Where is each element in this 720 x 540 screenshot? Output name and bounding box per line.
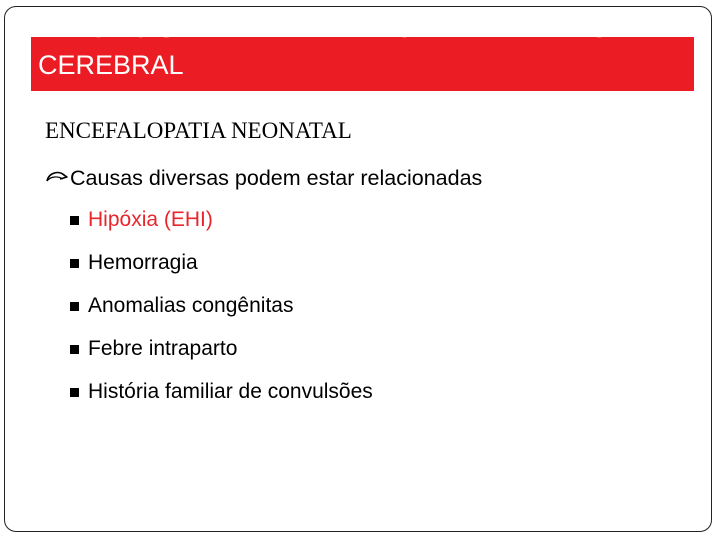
list-item xyxy=(70,249,373,277)
causes-list xyxy=(70,206,373,421)
list-item-text: Hemorragia xyxy=(88,251,198,274)
curved-arrow-icon xyxy=(44,164,70,192)
title-line-2: CEREBRAL xyxy=(38,50,184,80)
list-item-text: Febre intraparto xyxy=(88,337,238,360)
list-item-text: História familiar de convulsões xyxy=(88,380,373,403)
title-bar xyxy=(31,9,694,91)
list-item xyxy=(70,292,373,320)
square-bullet-icon xyxy=(70,302,79,311)
list-item xyxy=(70,206,373,234)
list-item-text: Anomalias congênitas xyxy=(88,294,294,317)
section-subheading: ENCEFALOPATIA NEONATAL xyxy=(45,118,352,143)
main-bullet-text: Causas diversas podem estar relacionadas xyxy=(70,166,483,190)
square-bullet-icon xyxy=(70,216,79,225)
square-bullet-icon xyxy=(70,388,79,397)
square-bullet-icon xyxy=(70,345,79,354)
list-item xyxy=(70,378,373,406)
list-item xyxy=(70,335,373,363)
title-line-1: ETIOLOGIA INTRAPARTO DA PARALISIA xyxy=(37,9,641,44)
list-item-text: Hipóxia (EHI) xyxy=(88,208,213,231)
main-bullet xyxy=(44,164,482,192)
square-bullet-icon xyxy=(70,259,79,268)
